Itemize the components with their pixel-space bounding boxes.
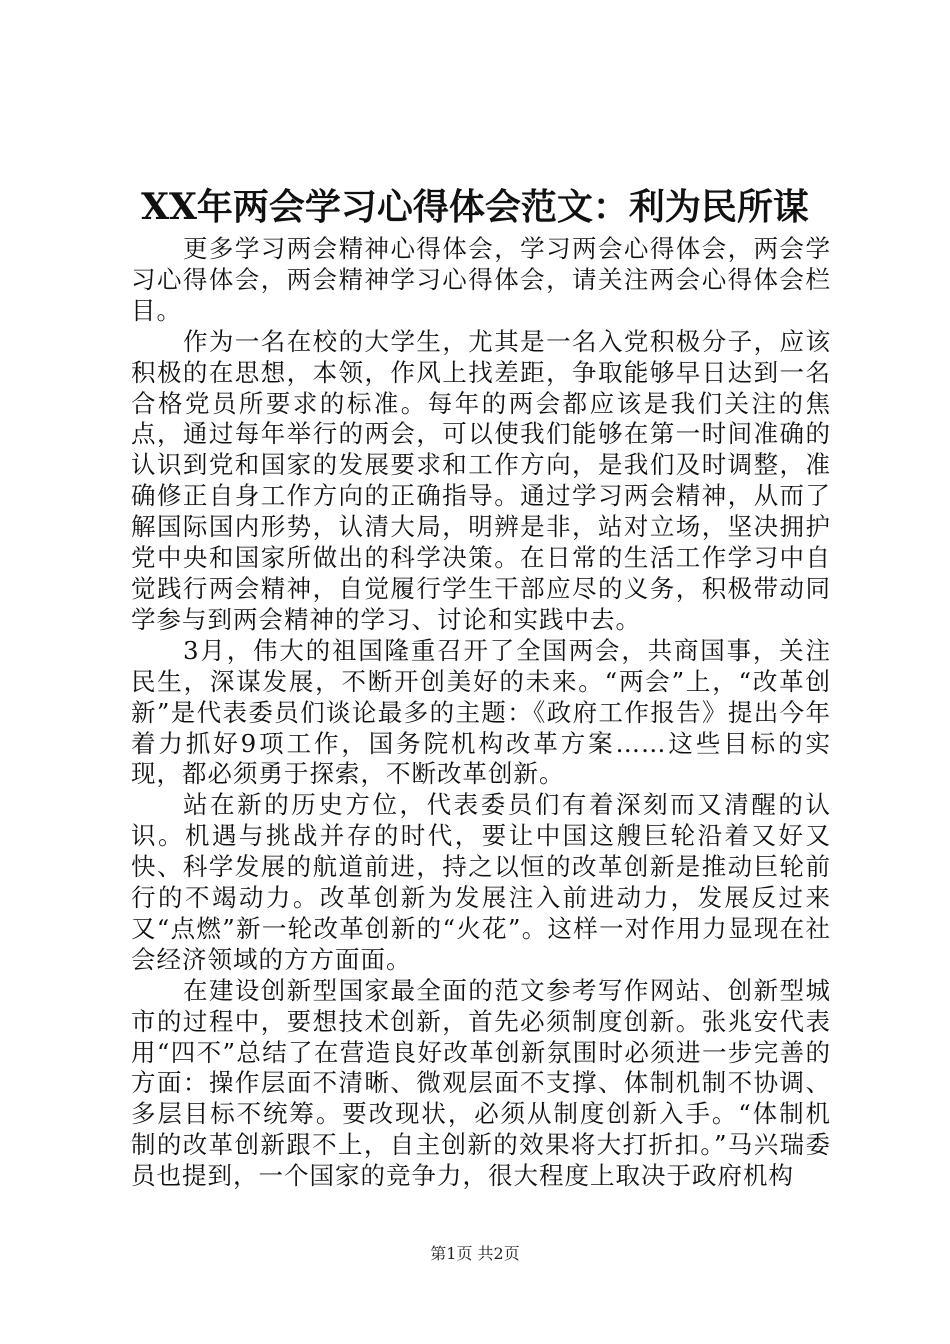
paragraph-march-sessions: 3月，伟大的祖国隆重召开了全国两会，共商国事，关注民生，深谋发展，不断开创美好的未来。“两会”上，“改革创新”是代表委员们谈论最多的主题：《政府工作报告》提出今年着力抓好9项工作，国务院机构改革方案……这些目标的实现，都必须勇于探索，不断改革创新。 [131, 635, 831, 789]
document-title: XX年两会学习心得体会范文：利为民所谋 [141, 186, 809, 228]
paragraph-historical-position: 站在新的历史方位，代表委员们有着深刻而又清醒的认识。机遇与挑战并存的时代，要让中国这艘巨轮沿着又好又快、科学发展的航道前进，持之以恒的改革创新是推动巨轮前行的不竭动力。改革创新为发展注入前进动力，发展反过来又“点燃”新一轮改革创新的“火花”。这样一对作用力显现在社会经济领域的方方面面。 [131, 790, 831, 974]
paragraph-intro: 更多学习两会精神心得体会，学习两会心得体会，两会学习心得体会，两会精神学习心得体会，请关注两会心得体会栏目。 [131, 234, 831, 325]
page-number-footer: 第1页 共2页 [430, 1244, 520, 1263]
paragraph-student-role: 作为一名在校的大学生，尤其是一名入党积极分子，应该积极的在思想，本领，作风上找差距，争取能够早日达到一名合格党员所要求的标准。每年的两会都应该是我们关注的焦点，通过每年举行的两会，可以使我们能够在第一时间准确的认识到党和国家的发展要求和工作方向，是我们及时调整，准确修正自身工作方向的正确指导。通过学习两会精神，从而了解国际国内形势，认清大局，明辨是非，站对立场，坚决拥护党中央和国家所做出的科学决策。在日常的生活工作学习中自觉践行两会精神，自觉履行学生干部应尽的义务，积极带动同学参与到两会精神的学习、讨论和实践中去。 [131, 326, 831, 634]
paragraph-institutional-innovation: 在建设创新型国家最全面的范文参考写作网站、创新型城市的过程中，要想技术创新，首先必须制度创新。张兆安代表用“四不”总结了在营造良好改革创新氛围时必须进一步完善的方面：操作层面不清晰、微观层面不支撑、体制机制不协调、多层目标不统筹。要改现状，必须从制度创新入手。“体制机制的改革创新跟不上，自主创新的效果将大打折扣。”马兴瑞委员也提到，一个国家的竞争力，很大程度上取决于政府机构 [131, 975, 831, 1191]
document-body [131, 234, 831, 1192]
